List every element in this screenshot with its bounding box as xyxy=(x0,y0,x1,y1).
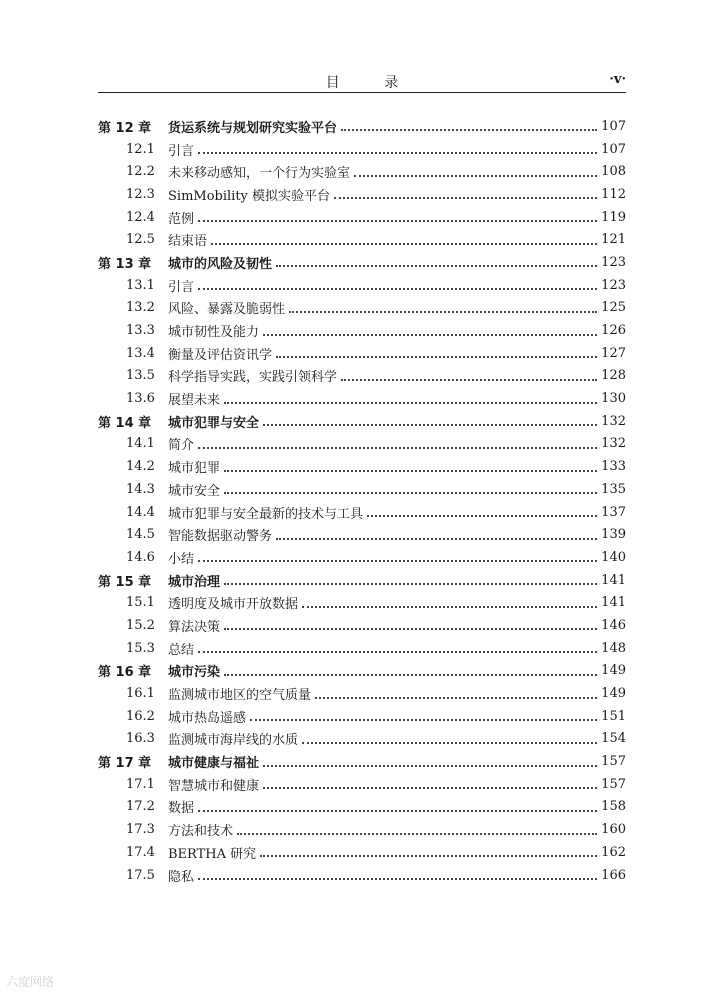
toc-section-row xyxy=(98,728,626,751)
toc-entry-number: 12.1 xyxy=(126,141,155,157)
dot-leader xyxy=(289,309,597,313)
toc-entry-page: 157 xyxy=(601,776,626,792)
toc-section-row xyxy=(98,297,626,320)
toc-entry-title: 结束语 xyxy=(168,234,208,250)
toc-chapter-row xyxy=(98,750,626,773)
toc-entry-number: 第 15 章 xyxy=(98,574,152,590)
toc-entry-title: 透明度及城市开放数据 xyxy=(168,597,299,613)
toc-entry-number: 16.3 xyxy=(126,731,155,747)
toc-entry-page: 130 xyxy=(601,391,626,407)
dot-leader xyxy=(341,127,597,131)
toc-entry-number: 13.4 xyxy=(126,345,155,361)
watermark: 六度网络 xyxy=(6,975,55,989)
dot-leader xyxy=(276,354,597,358)
dot-leader xyxy=(198,445,597,449)
toc-entry-page: 135 xyxy=(601,481,626,497)
toc-entry-title: 监测城市地区的空气质量 xyxy=(168,688,312,704)
dot-leader xyxy=(263,332,597,336)
toc-entry-title: 城市韧性及能力 xyxy=(168,325,260,341)
toc-entry-number: 15.3 xyxy=(126,640,155,656)
toc-entry-title: 科学指导实践，实践引领科学 xyxy=(168,370,338,386)
toc-entry-title: 智慧城市和健康 xyxy=(168,778,260,794)
toc-section-row xyxy=(98,796,626,819)
dot-leader xyxy=(198,876,597,880)
toc-entry-title: 展望未来 xyxy=(168,393,221,409)
toc-entry-number: 16.1 xyxy=(126,686,155,702)
dot-leader xyxy=(302,604,597,608)
toc-entry-page: 151 xyxy=(601,708,626,724)
toc-entry-number: 13.3 xyxy=(126,323,155,339)
dot-leader xyxy=(367,513,597,517)
toc-section-row xyxy=(98,160,626,183)
page-title: 目 录 xyxy=(325,75,419,91)
toc-entry-number: 17.1 xyxy=(126,776,155,792)
toc-entry-title: 智能数据驱动警务 xyxy=(168,529,273,545)
toc-entry-number: 第 14 章 xyxy=(98,415,152,431)
toc-section-row xyxy=(98,546,626,569)
toc-chapter-row xyxy=(98,410,626,433)
toc-entry-page: 166 xyxy=(601,867,626,883)
toc-entry-number: 12.3 xyxy=(126,186,155,202)
toc-entry-title: 城市污染 xyxy=(168,665,221,681)
dot-leader xyxy=(354,173,597,177)
toc-entry-number: 15.1 xyxy=(126,595,155,611)
toc-entry-title: 城市治理 xyxy=(168,574,221,590)
toc-entry-title: 小结 xyxy=(168,551,195,567)
toc-entry-page: 137 xyxy=(601,504,626,520)
toc-section-row xyxy=(98,433,626,456)
page-header xyxy=(98,70,626,93)
toc-entry-title: 城市犯罪 xyxy=(168,461,221,477)
toc-section-row xyxy=(98,138,626,161)
dot-leader xyxy=(224,400,597,404)
dot-leader xyxy=(237,831,597,835)
toc-section-row xyxy=(98,183,626,206)
toc-section-row xyxy=(98,682,626,705)
toc-entry-page: 149 xyxy=(601,686,626,702)
toc-section-row xyxy=(98,478,626,501)
dot-leader xyxy=(224,468,597,472)
toc-entry-page: 149 xyxy=(601,663,626,679)
dot-leader xyxy=(211,241,597,245)
toc-chapter-row xyxy=(98,569,626,592)
toc-entry-title: 引言 xyxy=(168,143,195,159)
toc-entry-page: 127 xyxy=(601,345,626,361)
toc-section-row xyxy=(98,387,626,410)
toc-entry-number: 12.4 xyxy=(126,209,155,225)
dot-leader xyxy=(276,263,597,267)
toc-entry-title: 货运系统与规划研究实验平台 xyxy=(168,120,338,136)
toc-entry-page: 132 xyxy=(601,436,626,452)
toc-section-row xyxy=(98,773,626,796)
dot-leader xyxy=(250,717,597,721)
dot-leader xyxy=(260,853,597,857)
toc-entry-page: 132 xyxy=(601,413,626,429)
toc-entry-page: 158 xyxy=(601,799,626,815)
dot-leader xyxy=(334,195,597,199)
dot-leader xyxy=(198,558,597,562)
toc-section-row xyxy=(98,365,626,388)
toc-entry-number: 16.2 xyxy=(126,708,155,724)
toc-entry-page: 123 xyxy=(601,277,626,293)
toc-entry-page: 107 xyxy=(601,141,626,157)
toc-entry-number: 14.4 xyxy=(126,504,155,520)
dot-leader xyxy=(198,808,597,812)
toc-chapter-row xyxy=(98,660,626,683)
toc-entry-title: 城市的风险及韧性 xyxy=(168,256,273,272)
toc-entry-page: 121 xyxy=(601,232,626,248)
dot-leader xyxy=(276,536,597,540)
toc-entry-number: 第 16 章 xyxy=(98,665,152,681)
toc-entry-number: 14.1 xyxy=(126,436,155,452)
toc-entry-number: 12.2 xyxy=(126,164,155,180)
dot-leader xyxy=(198,218,597,222)
toc-entry-title: 城市安全 xyxy=(168,483,221,499)
dot-leader xyxy=(224,672,597,676)
toc-entry-number: 第 17 章 xyxy=(98,756,152,772)
toc-entry-page: 126 xyxy=(601,323,626,339)
toc-section-row xyxy=(98,705,626,728)
toc-entry-number: 13.5 xyxy=(126,368,155,384)
toc-entry-page: 108 xyxy=(601,164,626,180)
dot-leader xyxy=(263,422,597,426)
toc-entry-page: 141 xyxy=(601,595,626,611)
toc-entry-number: 13.2 xyxy=(126,300,155,316)
toc-entry-title: 城市热岛遥感 xyxy=(168,710,247,726)
toc-entry-title: 数据 xyxy=(168,801,195,817)
toc-section-row xyxy=(98,501,626,524)
toc-chapter-row xyxy=(98,251,626,274)
dot-leader xyxy=(315,695,597,699)
toc-section-row xyxy=(98,228,626,251)
toc-entry-number: 15.2 xyxy=(126,617,155,633)
toc-entry-number: 14.6 xyxy=(126,549,155,565)
toc-entry-number: 17.3 xyxy=(126,822,155,838)
toc-section-row xyxy=(98,614,626,637)
dot-leader xyxy=(198,150,597,154)
toc-entry-title: 隐私 xyxy=(168,869,195,885)
dot-leader xyxy=(198,649,597,653)
toc-section-row xyxy=(98,319,626,342)
toc-entry-title: BERTHA 研究 xyxy=(168,846,257,862)
toc-entry-number: 13.1 xyxy=(126,277,155,293)
dot-leader xyxy=(263,763,597,767)
toc-entry-page: 107 xyxy=(601,118,626,134)
toc-chapter-row xyxy=(98,115,626,138)
toc-entry-page: 157 xyxy=(601,754,626,770)
toc-entry-number: 第 13 章 xyxy=(98,256,152,272)
toc-entry-page: 112 xyxy=(601,186,626,202)
toc-entry-number: 17.4 xyxy=(126,844,155,860)
toc-entry-page: 148 xyxy=(601,640,626,656)
toc-entry-page: 119 xyxy=(601,209,626,225)
toc-entry-title: 未来移动感知，一个行为实验室 xyxy=(168,166,351,182)
toc-entry-title: 城市健康与福祉 xyxy=(168,756,260,772)
toc-entry-title: 风险、暴露及脆弱性 xyxy=(168,302,286,318)
toc-entry-number: 14.2 xyxy=(126,459,155,475)
toc-entry-page: 133 xyxy=(601,459,626,475)
toc-entry-title: 总结 xyxy=(168,642,195,658)
toc-entry-title: 监测城市海岸线的水质 xyxy=(168,733,299,749)
toc-entry-page: 160 xyxy=(601,822,626,838)
toc-section-row xyxy=(98,455,626,478)
toc-entry-number: 第 12 章 xyxy=(98,120,152,136)
toc-section-row xyxy=(98,818,626,841)
toc-entry-title: 算法决策 xyxy=(168,619,221,635)
toc-entry-title: 衡量及评估资讯学 xyxy=(168,347,273,363)
toc-entry-title: SimMobility 模拟实验平台 xyxy=(168,188,331,204)
dot-leader xyxy=(224,490,597,494)
toc-section-row xyxy=(98,523,626,546)
toc-section-row xyxy=(98,274,626,297)
toc-entry-number: 14.3 xyxy=(126,481,155,497)
toc-entry-page: 162 xyxy=(601,844,626,860)
page-number: ·v· xyxy=(609,72,626,87)
toc-entry-page: 139 xyxy=(601,527,626,543)
toc-entry-title: 引言 xyxy=(168,279,195,295)
dot-leader xyxy=(341,377,597,381)
toc-section-row xyxy=(98,841,626,864)
toc-entry-title: 城市犯罪与安全最新的技术与工具 xyxy=(168,506,364,522)
toc-entry-title: 方法和技术 xyxy=(168,824,234,840)
toc-section-row xyxy=(98,637,626,660)
toc-entry-number: 17.2 xyxy=(126,799,155,815)
toc-entry-number: 17.5 xyxy=(126,867,155,883)
dot-leader xyxy=(263,785,597,789)
table-of-contents xyxy=(98,115,626,886)
toc-section-row xyxy=(98,206,626,229)
toc-entry-title: 范例 xyxy=(168,211,195,227)
toc-section-row xyxy=(98,591,626,614)
dot-leader xyxy=(198,286,597,290)
toc-entry-number: 13.6 xyxy=(126,391,155,407)
toc-entry-number: 14.5 xyxy=(126,527,155,543)
dot-leader xyxy=(302,740,597,744)
toc-entry-title: 城市犯罪与安全 xyxy=(168,415,260,431)
toc-entry-page: 128 xyxy=(601,368,626,384)
toc-entry-page: 141 xyxy=(601,572,626,588)
toc-entry-page: 146 xyxy=(601,617,626,633)
toc-entry-page: 140 xyxy=(601,549,626,565)
dot-leader xyxy=(224,626,597,630)
toc-entry-page: 154 xyxy=(601,731,626,747)
toc-entry-title: 简介 xyxy=(168,438,195,454)
toc-entry-number: 12.5 xyxy=(126,232,155,248)
toc-entry-page: 125 xyxy=(601,300,626,316)
toc-section-row xyxy=(98,342,626,365)
dot-leader xyxy=(224,581,597,585)
toc-section-row xyxy=(98,864,626,887)
toc-entry-page: 123 xyxy=(601,254,626,270)
